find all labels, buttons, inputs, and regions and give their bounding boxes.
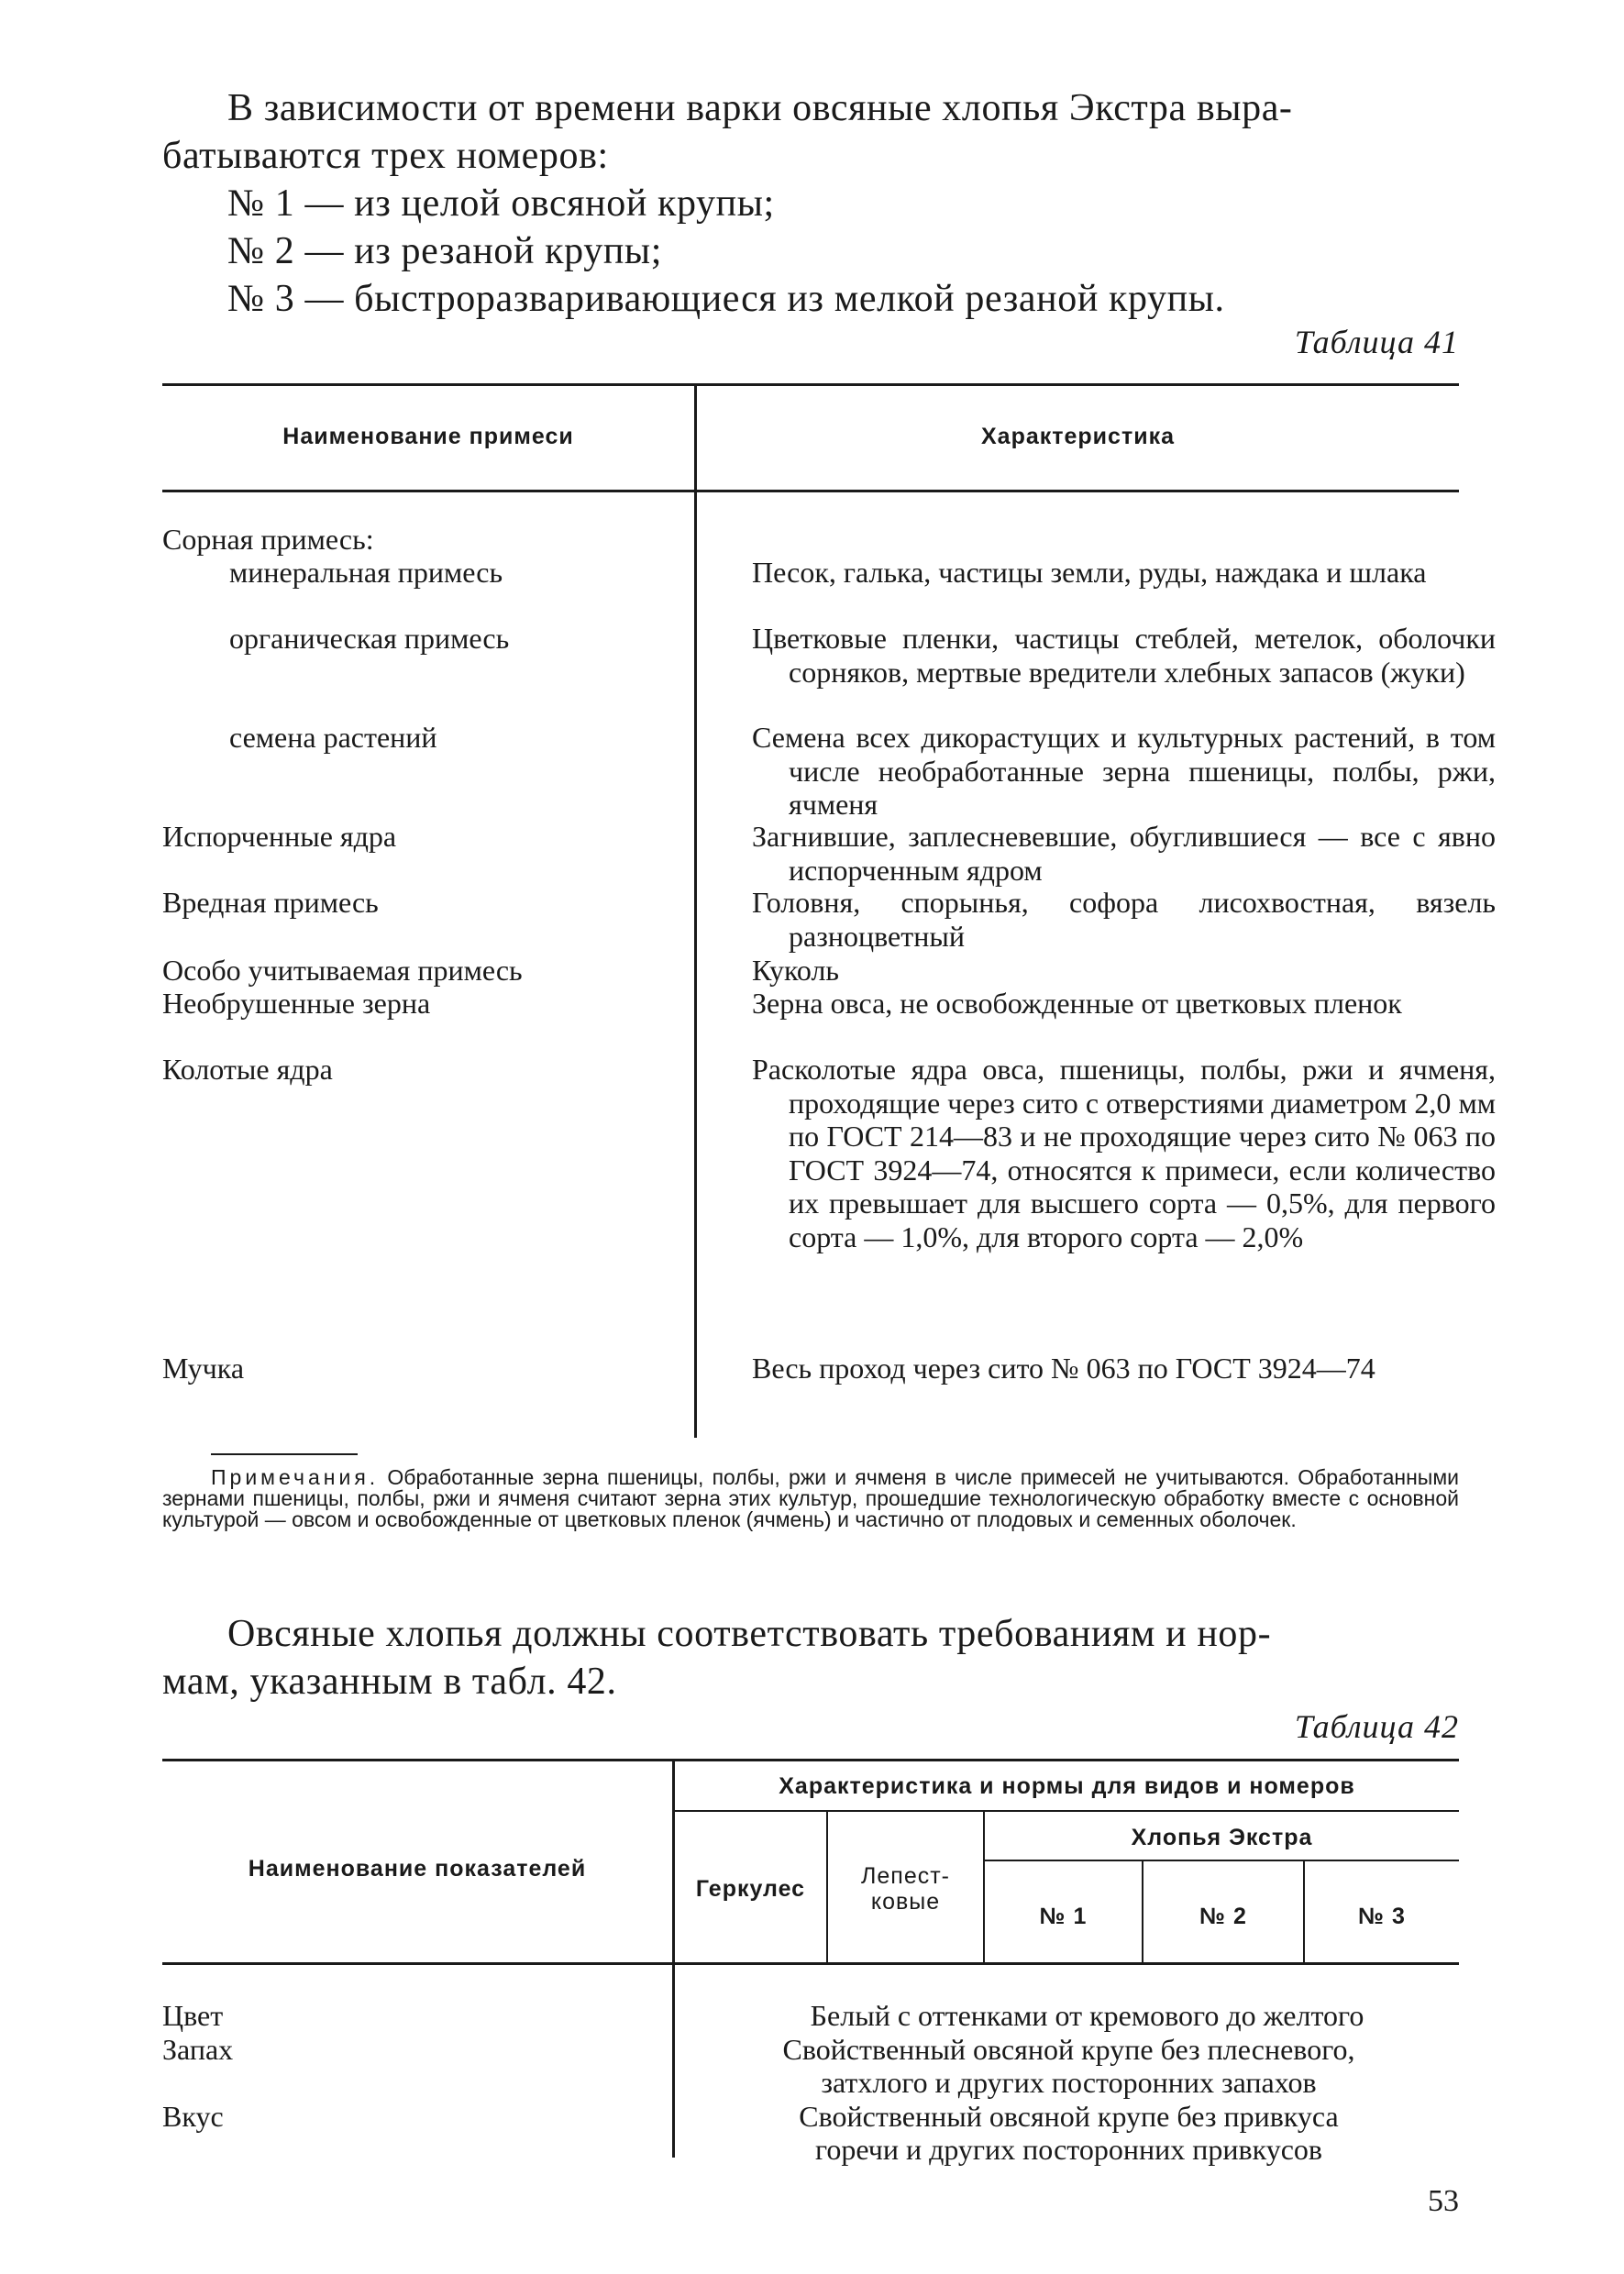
table42-caption: Таблица 42 [1294, 1708, 1459, 1745]
table41-row-desc: Зерна овса, не освобожденные от цветковых пленок [752, 987, 1402, 1020]
table42-top-rule [162, 1759, 1459, 1761]
table42-row-value: Свойственный овсяной крупе без плесневого, [782, 2033, 1355, 2066]
intro-item-1: № 1 — из целой овсяной крупы; [227, 182, 775, 225]
table41-row-name: минеральная примесь [229, 556, 503, 589]
table42-group-rule [675, 1810, 1459, 1812]
table41-row-desc: Цветковые пленки, частицы стеблей, метелок, оболочки сорняков, мертвые вредители хлебных запасов (жуки) [752, 622, 1496, 689]
table41-row-desc: Расколотые ядра овса, пшеницы, полбы, ржи и ячменя, проходящие через сито с отверстиями диаметром 2,0 мм по ГОСТ 214—83 и не проходящие через сито № 063 по ГОСТ 3924—74, относятся к примеси, если количество их превышает для высшего сорта — 0,5%, для первого сорта — 1,0%, для второго сорта — 2,0% [752, 1053, 1496, 1253]
notes-rule [211, 1453, 358, 1455]
notes-text: Обработанные зерна пшеницы, полбы, ржи и ячменя в числе примесей не учитываются. Обработанными зернами пшеницы, полбы, ржи и ячменя считают зерна этих культур, прошедшие технологическую обработку вместе с основной культурой — овсом и освобожденные от цветковых пленок (ячмень) и частично от плодовых и семенных оболочек. [162, 1465, 1459, 1532]
table41-row-desc: Песок, галька, частицы земли, руды, наждака и шлака [752, 556, 1427, 589]
table42-header-group: Характеристика и нормы для видов и номеров [779, 1773, 1355, 1799]
table41-row-name: семена растений [229, 721, 437, 754]
table41-header-rule [162, 490, 1459, 492]
table42-header-name: Наименование показателей [248, 1856, 587, 1882]
para2-line-1: Овсяные хлопья должны соответствовать требованиям и нор- [227, 1613, 1272, 1655]
table41-header-name: Наименование примеси [282, 424, 574, 449]
table41-row-name: Колотые ядра [162, 1053, 333, 1086]
notes [162, 1467, 1459, 1531]
table42-row-name: Цвет [162, 1999, 224, 2032]
table41-row-name: Испорченные ядра [162, 820, 397, 853]
page-number: 53 [1428, 2184, 1459, 2218]
table42-row-name: Вкус [162, 2100, 224, 2133]
table41-column-rule [694, 383, 697, 1438]
table42-header-num-1: № 1 [1039, 1904, 1088, 1929]
intro-line-1: В зависимости от времени варки овсяные хлопья Экстра выра- [227, 87, 1293, 129]
table41-row-name: Особо учитываемая примесь [162, 954, 523, 987]
table42-header-lepest-1: Лепест- [860, 1863, 951, 1889]
table41-row-desc: Куколь [752, 954, 839, 987]
table41-row-name: Сорная примесь: [162, 523, 374, 556]
intro-line-2: батываются трех номеров: [162, 135, 609, 177]
table41-caption: Таблица 41 [1294, 324, 1459, 360]
table41-row-name: Необрушенные зерна [162, 987, 431, 1020]
table42-header-gerkules: Геркулес [695, 1876, 806, 1902]
table42-extra-rule [985, 1860, 1459, 1861]
table42-header-num-2: № 2 [1199, 1904, 1247, 1929]
intro-item-3: № 3 — быстроразваривающиеся из мелкой резаной крупы. [227, 278, 1225, 320]
table41-row-desc: Семена всех дикорастущих и культурных растений, в том числе необработанные зерна пшеницы, полбы, ржи, ячменя [752, 721, 1496, 821]
table41-top-rule [162, 383, 1459, 386]
table41-header-desc: Характеристика [981, 424, 1175, 449]
table42-header-num-3: № 3 [1358, 1904, 1406, 1929]
table42-row-value: горечи и других посторонних привкусов [814, 2133, 1322, 2166]
table41-row-desc: Весь проход через сито № 063 по ГОСТ 3924—74 [752, 1352, 1375, 1385]
table41-row-name: Мучка [162, 1352, 245, 1385]
table42-header-rule [162, 1962, 1459, 1965]
table42-header-extra: Хлопья Экстра [1131, 1825, 1313, 1850]
table42-body-column-rule [672, 1965, 675, 2158]
table41-row-name: органическая примесь [229, 622, 510, 655]
para2-line-2: мам, указанным в табл. 42. [162, 1661, 617, 1703]
table42-row-value: Свойственный овсяной крупе без привкуса [799, 2100, 1339, 2133]
table41-row-name: Вредная примесь [162, 886, 379, 919]
intro-item-2: № 2 — из резаной крупы; [227, 230, 662, 272]
table42-row-name: Запах [162, 2033, 234, 2066]
table41-row-desc: Головня, спорынья, софора лисохвостная, вязель разноцветный [752, 886, 1496, 953]
table42-row-value: Белый с оттенками от кремового до желтого [810, 1999, 1364, 2032]
notes-label: Примечания. [211, 1465, 380, 1489]
table41-row-desc: Загнившие, заплесневевшие, обуглившиеся — все с явно испорченным ядром [752, 820, 1496, 887]
table42-row-value: затхлого и других посторонних запахов [821, 2066, 1317, 2099]
table42-header-lepest-2: ковые [870, 1889, 941, 1915]
